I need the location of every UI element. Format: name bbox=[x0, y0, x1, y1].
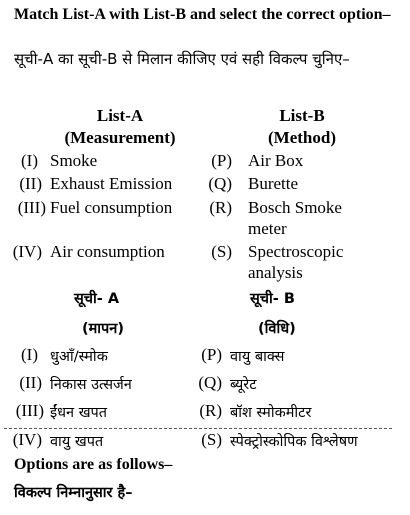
list-a-num: (III) bbox=[17, 198, 46, 217]
list-b-num: (S) bbox=[211, 242, 232, 261]
list-a-subtitle: (Measurement) bbox=[64, 128, 176, 147]
list-a-title: List-A bbox=[96, 106, 144, 125]
list-a-item: Fuel consumption bbox=[50, 198, 173, 217]
question-hindi: सूची-A का सूची-B से मिलान कीजिए एवं सही विकल्प चुनिए– bbox=[14, 50, 350, 68]
list-a-num: (I) bbox=[21, 151, 38, 170]
list-b-item: Air Box bbox=[248, 151, 304, 170]
list-b-item-continuation: analysis bbox=[248, 263, 303, 282]
hindi-list-a-title: सूची- A bbox=[74, 291, 120, 307]
hindi-list-b-title: सूची- B bbox=[250, 291, 295, 307]
hindi-list-a-num: (III) bbox=[15, 401, 44, 420]
hindi-list-b-item: वायु बाक्स bbox=[230, 349, 285, 365]
list-a-item: Exhaust Emission bbox=[50, 174, 173, 193]
hindi-list-b-num: (R) bbox=[199, 401, 222, 420]
list-b-item: Burette bbox=[248, 174, 299, 193]
options-heading-hindi: विकल्प निम्नानुसार है– bbox=[14, 485, 133, 501]
hindi-list-b-item: ब्यूरेट bbox=[230, 377, 257, 393]
question-english: Match List-A with List-B and select the correct option– bbox=[14, 6, 391, 23]
options-heading-english: Options are as follows– bbox=[14, 456, 173, 473]
list-b-num: (P) bbox=[211, 151, 232, 170]
hindi-list-a-item: वायु खपत bbox=[50, 434, 104, 450]
hindi-list-b-item: बॉश स्मोकमीटर bbox=[230, 405, 312, 421]
hindi-list-a-item: धुआँ/स्मोक bbox=[50, 349, 108, 365]
list-a-item: Smoke bbox=[50, 151, 98, 170]
hindi-list-b-subtitle: (विधि) bbox=[258, 321, 296, 337]
list-a-num: (II) bbox=[19, 174, 42, 193]
list-b-subtitle: (Method) bbox=[268, 128, 336, 147]
hindi-list-a-item: ईंधन खपत bbox=[50, 405, 108, 421]
list-a-item: Air consumption bbox=[50, 242, 165, 261]
hindi-list-b-num: (S) bbox=[201, 430, 222, 449]
hindi-list-a-item: निकास उत्सर्जन bbox=[50, 377, 132, 393]
dotted-divider bbox=[4, 428, 392, 429]
hindi-list-a-subtitle: (मापन) bbox=[82, 321, 124, 337]
list-b-num: (Q) bbox=[208, 174, 232, 193]
hindi-list-b-item: स्पेक्ट्रोस्कोपिक विश्लेषण bbox=[230, 434, 358, 450]
hindi-list-a-num: (IV) bbox=[12, 430, 42, 449]
list-b-title: List-B bbox=[279, 106, 325, 125]
hindi-list-b-num: (P) bbox=[201, 345, 222, 364]
list-b-item: Bosch Smoke bbox=[248, 198, 342, 217]
list-b-item-continuation: meter bbox=[248, 219, 287, 238]
list-b-item: Spectroscopic bbox=[248, 242, 344, 261]
hindi-list-a-num: (I) bbox=[21, 345, 38, 364]
hindi-list-a-num: (II) bbox=[19, 373, 42, 392]
hindi-list-b-num: (Q) bbox=[198, 373, 222, 392]
list-a-num: (IV) bbox=[12, 242, 42, 261]
list-b-num: (R) bbox=[209, 198, 232, 217]
